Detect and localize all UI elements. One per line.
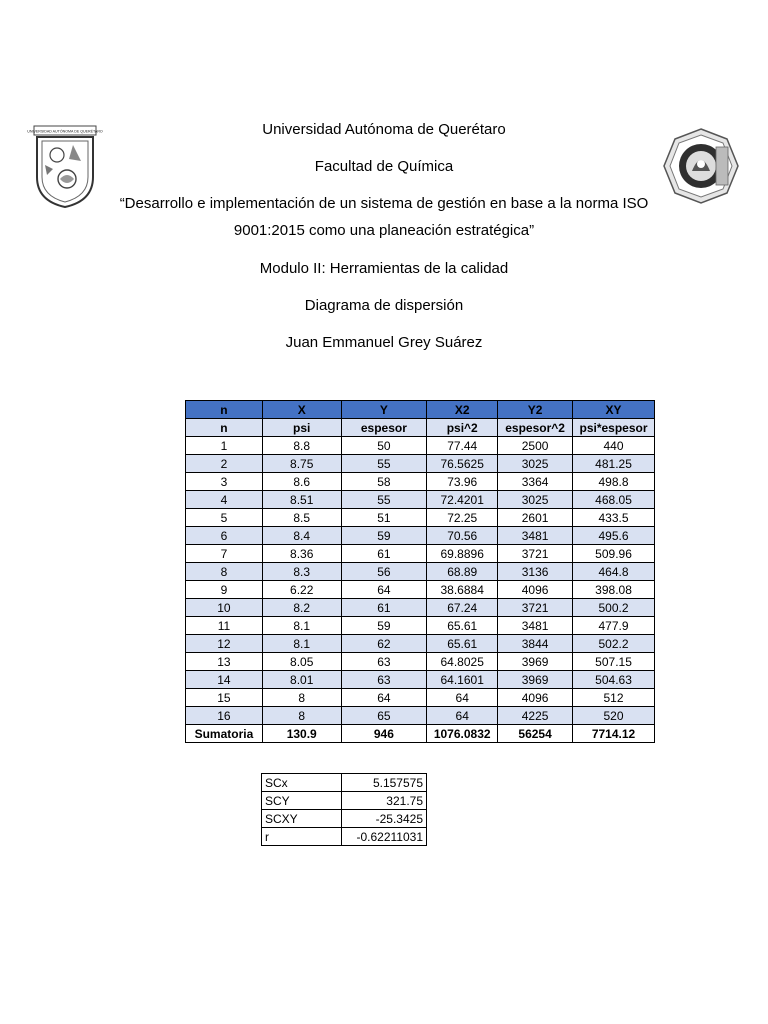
table-cell: 38.6884 [427,581,498,599]
table-row [186,671,655,689]
table-header-sub [186,419,655,437]
table-row [186,509,655,527]
table-cell: 58 [341,473,427,491]
table-cell: 76.5625 [427,455,498,473]
table-cell: 8 [262,689,341,707]
table-cell: 8 [186,563,263,581]
table-cell: 59 [341,617,427,635]
table-cell: 14 [186,671,263,689]
project-title-line-1: “Desarrollo e implementación de un sistema de gestión en base a la norma ISO [119,195,649,212]
table-row [186,437,655,455]
table-row [186,617,655,635]
table-cell: 68.89 [427,563,498,581]
table-cell: 8.51 [262,491,341,509]
table-cell: 8.01 [262,671,341,689]
stats-label: r [262,828,342,846]
table-cell: 8.1 [262,635,341,653]
table-cell: 67.24 [427,599,498,617]
table-cell: 55 [341,455,427,473]
table-cell: 3025 [498,491,573,509]
table-cell: 464.8 [573,563,655,581]
table-cell: 70.56 [427,527,498,545]
stats-value: -0.62211031 [342,828,427,846]
table-cell: 3721 [498,545,573,563]
table-cell: 2500 [498,437,573,455]
subheader-cell: espesor [341,419,427,437]
table-cell: 8 [262,707,341,725]
table-cell: 9 [186,581,263,599]
table-row [186,545,655,563]
header-cell: Y2 [498,401,573,419]
table-cell: 63 [341,671,427,689]
table-cell: 440 [573,437,655,455]
table-cell: 8.3 [262,563,341,581]
table-cell: 520 [573,707,655,725]
table-cell: 8.5 [262,509,341,527]
sum-cell: 7714.12 [573,725,655,743]
table-cell: 15 [186,689,263,707]
table-cell: 504.63 [573,671,655,689]
stats-row [262,810,427,828]
stats-row [262,792,427,810]
project-title-line-2: 9001:2015 como una planeación estratégica” [233,222,535,239]
table-cell: 6 [186,527,263,545]
table-cell: 4225 [498,707,573,725]
sum-cell: 1076.0832 [427,725,498,743]
stats-value: 5.157575 [342,774,427,792]
header-cell: X2 [427,401,498,419]
university-name: Universidad Autónoma de Querétaro [262,121,506,138]
table-cell: 3721 [498,599,573,617]
table-cell: 64 [341,581,427,599]
table-cell: 69.8896 [427,545,498,563]
table-row [186,527,655,545]
table-row [186,563,655,581]
table-cell: 8.1 [262,617,341,635]
table-row [186,473,655,491]
stats-value: 321.75 [342,792,427,810]
table-cell: 8.05 [262,653,341,671]
diagram-title: Diagrama de dispersión [304,297,464,314]
table-cell: 73.96 [427,473,498,491]
table-row [186,689,655,707]
table-cell: 8.2 [262,599,341,617]
header-cell: n [186,401,263,419]
table-cell: 1 [186,437,263,455]
table-row [186,455,655,473]
table-cell: 512 [573,689,655,707]
table-row [186,491,655,509]
faculty-name: Facultad de Química [314,158,454,175]
table-row [186,599,655,617]
table-cell: 6.22 [262,581,341,599]
table-cell: 4 [186,491,263,509]
table-cell: 62 [341,635,427,653]
table-cell: 64.1601 [427,671,498,689]
table-cell: 481.25 [573,455,655,473]
table-cell: 3 [186,473,263,491]
table-cell: 8.75 [262,455,341,473]
table-cell: 3969 [498,653,573,671]
table-cell: 65 [341,707,427,725]
data-table [185,400,655,743]
table-cell: 8.6 [262,473,341,491]
table-cell: 72.4201 [427,491,498,509]
table-cell: 398.08 [573,581,655,599]
table-cell: 77.44 [427,437,498,455]
table-cell: 56 [341,563,427,581]
table-cell: 64 [427,707,498,725]
table-cell: 3364 [498,473,573,491]
table-cell: 11 [186,617,263,635]
stats-table [261,773,427,846]
table-cell: 3969 [498,671,573,689]
table-cell: 55 [341,491,427,509]
sum-cell: 130.9 [262,725,341,743]
subheader-cell: espesor^2 [498,419,573,437]
table-cell: 2 [186,455,263,473]
table-cell: 64 [427,689,498,707]
table-cell: 3844 [498,635,573,653]
table-cell: 64.8025 [427,653,498,671]
table-row [186,653,655,671]
table-cell: 433.5 [573,509,655,527]
table-cell: 12 [186,635,263,653]
table-cell: 3136 [498,563,573,581]
table-cell: 51 [341,509,427,527]
table-cell: 63 [341,653,427,671]
table-cell: 65.61 [427,635,498,653]
stats-row [262,774,427,792]
table-cell: 507.15 [573,653,655,671]
table-cell: 468.05 [573,491,655,509]
table-cell: 5 [186,509,263,527]
table-cell: 500.2 [573,599,655,617]
table-cell: 2601 [498,509,573,527]
table-cell: 65.61 [427,617,498,635]
table-cell: 498.8 [573,473,655,491]
header-cell: XY [573,401,655,419]
table-row [186,707,655,725]
table-cell: 3025 [498,455,573,473]
table-row [186,635,655,653]
logo-left-text: UNIVERSIDAD AUTÓNOMA DE QUERÉTARO [27,129,103,134]
table-cell: 64 [341,689,427,707]
table-cell: 61 [341,599,427,617]
table-cell: 10 [186,599,263,617]
table-cell: 4096 [498,581,573,599]
table-cell: 495.6 [573,527,655,545]
table-cell: 59 [341,527,427,545]
stats-row [262,828,427,846]
table-cell: 50 [341,437,427,455]
stats-body [262,774,427,846]
table-cell: 7 [186,545,263,563]
header-cell: Y [341,401,427,419]
table-cell: 8.36 [262,545,341,563]
table-body [186,437,655,725]
table-cell: 502.2 [573,635,655,653]
table-header-main [186,401,655,419]
table-cell: 3481 [498,617,573,635]
table-cell: 509.96 [573,545,655,563]
table-cell: 61 [341,545,427,563]
table-cell: 4096 [498,689,573,707]
author-name: Juan Emmanuel Grey Suárez [285,334,483,351]
subheader-cell: n [186,419,263,437]
table-cell: 477.9 [573,617,655,635]
stats-value: -25.3425 [342,810,427,828]
subheader-cell: psi [262,419,341,437]
table-cell: 8.4 [262,527,341,545]
table-cell: 8.8 [262,437,341,455]
sum-cell: 946 [341,725,427,743]
table-cell: 3481 [498,527,573,545]
module-title: Modulo II: Herramientas de la calidad [259,260,509,277]
header-cell: X [262,401,341,419]
subheader-cell: psi^2 [427,419,498,437]
stats-label: SCY [262,792,342,810]
table-cell: 16 [186,707,263,725]
sum-row [186,725,655,743]
table-row [186,581,655,599]
stats-label: SCXY [262,810,342,828]
table-cell: 13 [186,653,263,671]
sum-cell: Sumatoria [186,725,263,743]
subheader-cell: psi*espesor [573,419,655,437]
table-cell: 72.25 [427,509,498,527]
sum-cell: 56254 [498,725,573,743]
stats-label: SCx [262,774,342,792]
